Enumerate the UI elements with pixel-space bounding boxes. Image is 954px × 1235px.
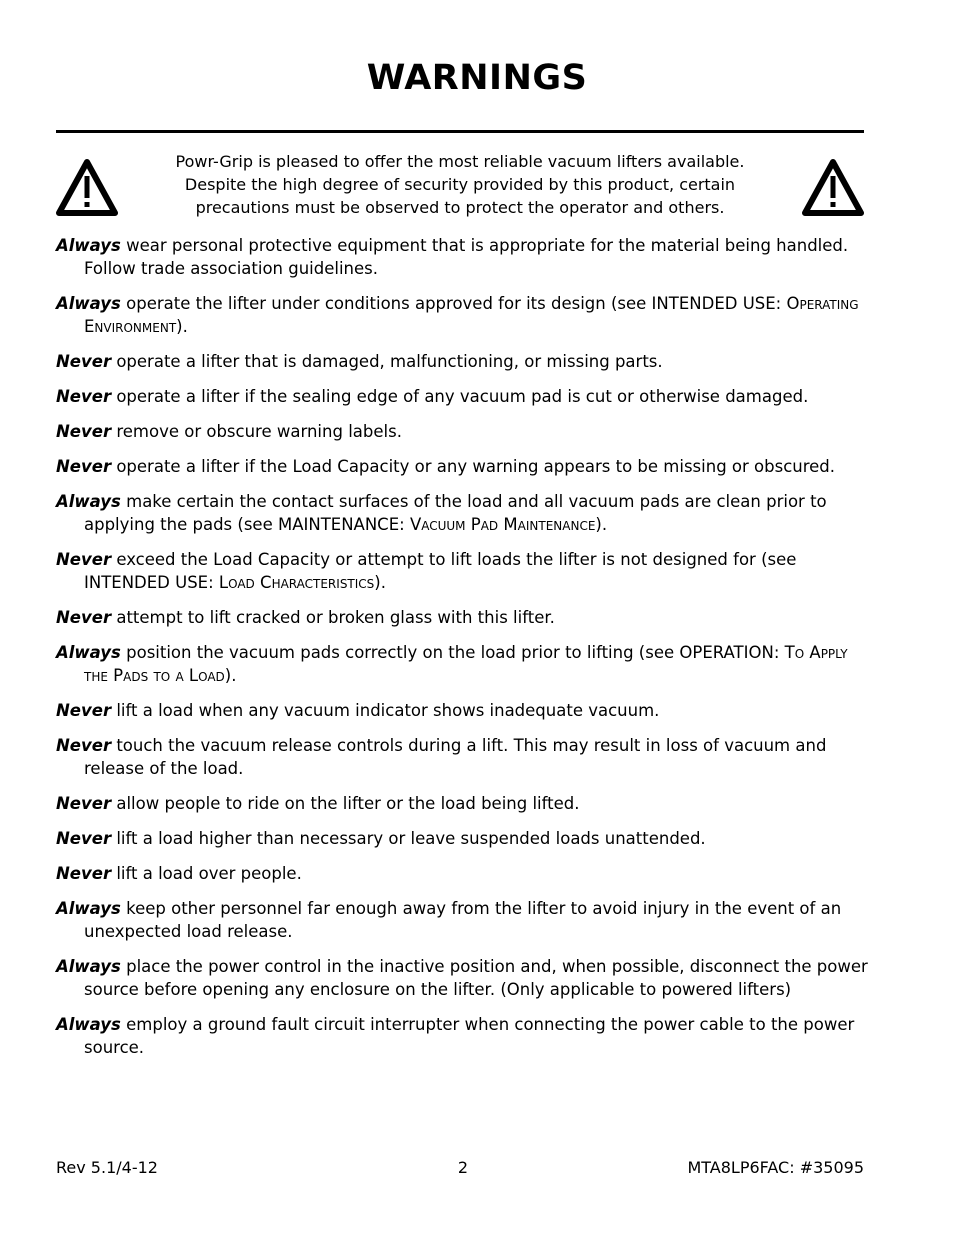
warning-text: allow people to ride on the lifter or the load being lifted. [111, 794, 580, 813]
warning-keyword: Never [56, 794, 112, 813]
warning-keyword: Always [56, 643, 121, 662]
warning-keyword: Always [56, 1015, 121, 1034]
warning-item [56, 350, 871, 373]
warning-item [56, 699, 871, 722]
warning-triangle-icon [55, 157, 119, 217]
warning-text: lift a load when any vacuum indicator shows inadequate vacuum. [111, 701, 660, 720]
warning-text: wear personal protective equipment that is appropriate for the material being handled. Follow trade association guidelines. [84, 236, 849, 278]
warning-keyword: Never [56, 701, 112, 720]
warning-text-tail: ). [595, 515, 608, 534]
warning-keyword: Never [56, 736, 112, 755]
warning-item [56, 292, 871, 338]
warning-text: operate a lifter if the sealing edge of any vacuum pad is cut or otherwise damaged. [111, 387, 809, 406]
footer-page-number: 2 [457, 1158, 469, 1177]
warning-keyword: Never [56, 550, 112, 569]
page-title: WARNINGS [366, 58, 588, 98]
warning-text: exceed the Load Capacity or attempt to lift loads the lifter is not designed for (see INTENDED USE: [84, 550, 797, 592]
warning-item [56, 955, 871, 1001]
warning-item [56, 792, 871, 815]
warning-text: operate a lifter if the Load Capacity or any warning appears to be missing or obscured. [111, 457, 836, 476]
warning-text: remove or obscure warning labels. [111, 422, 402, 441]
warning-keyword: Always [56, 899, 121, 918]
section-reference: Operating Environment [84, 294, 859, 336]
warning-item [56, 234, 871, 280]
warning-item [56, 734, 871, 780]
warning-keyword: Never [56, 387, 112, 406]
warning-keyword: Always [56, 492, 121, 511]
warning-item [56, 455, 871, 478]
warning-keyword: Never [56, 352, 112, 371]
warning-keyword: Never [56, 829, 112, 848]
warning-item [56, 548, 871, 594]
warning-keyword: Never [56, 457, 112, 476]
warning-text: employ a ground fault circuit interrupter when connecting the power cable to the power source. [84, 1015, 855, 1057]
intro-line: Powr-Grip is pleased to offer the most reliable vacuum lifters available. [175, 152, 745, 171]
warning-keyword: Never [56, 608, 112, 627]
warning-text: touch the vacuum release controls during a lift. This may result in loss of vacuum and release of the load. [84, 736, 827, 778]
warning-item [56, 606, 871, 629]
warning-item [56, 897, 871, 943]
intro-text [140, 150, 780, 219]
warning-text: keep other personnel far enough away from the lifter to avoid injury in the event of an unexpected load release. [84, 899, 842, 941]
warning-item [56, 490, 871, 536]
intro-line: Despite the high degree of security provided by this product, certain [184, 175, 736, 194]
section-reference: Vacuum Pad Maintenance [409, 515, 596, 534]
warning-keyword: Always [56, 294, 121, 313]
warning-item [56, 420, 871, 443]
warning-keyword: Always [56, 957, 121, 976]
warning-keyword: Never [56, 864, 112, 883]
warning-item [56, 862, 871, 885]
intro-line: precautions must be observed to protect the operator and others. [195, 198, 725, 217]
warning-text: lift a load over people. [111, 864, 302, 883]
warning-keyword: Always [56, 236, 121, 255]
warning-text-tail: ). [374, 573, 386, 592]
warning-text: make certain the contact surfaces of the load and all vacuum pads are clean prior to applying the pads (see MAINTENANCE: [84, 492, 827, 534]
section-reference: Load Characteristics [218, 573, 375, 592]
warning-text: operate a lifter that is damaged, malfunctioning, or missing parts. [111, 352, 663, 371]
warning-text: place the power control in the inactive position and, when possible, disconnect the power source before opening any enclosure on the lifter. (Only applicable to powered lifters) [84, 957, 868, 999]
warning-item [56, 1013, 871, 1059]
warning-text: attempt to lift cracked or broken glass with this lifter. [111, 608, 555, 627]
warning-keyword: Never [56, 422, 112, 441]
warning-text-tail: ). [176, 317, 188, 336]
warning-text-tail: ). [224, 666, 237, 685]
warning-triangle-icon [801, 157, 865, 217]
warning-item [56, 827, 871, 850]
warning-text: position the vacuum pads correctly on the load prior to lifting (see OPERATION: [120, 643, 785, 662]
footer-revision: Rev 5.1/4-12 [56, 1158, 158, 1177]
warning-text: lift a load higher than necessary or leave suspended loads unattended. [111, 829, 706, 848]
warning-item [56, 385, 871, 408]
title-divider [56, 130, 864, 133]
warning-text: operate the lifter under conditions approved for its design (see INTENDED USE: [120, 294, 787, 313]
section-reference: To Apply the Pads to a Load [84, 643, 848, 685]
warnings-list [56, 234, 871, 1071]
footer-document-id: MTA8LP6FAC: #35095 [687, 1158, 864, 1177]
warning-item [56, 641, 871, 687]
